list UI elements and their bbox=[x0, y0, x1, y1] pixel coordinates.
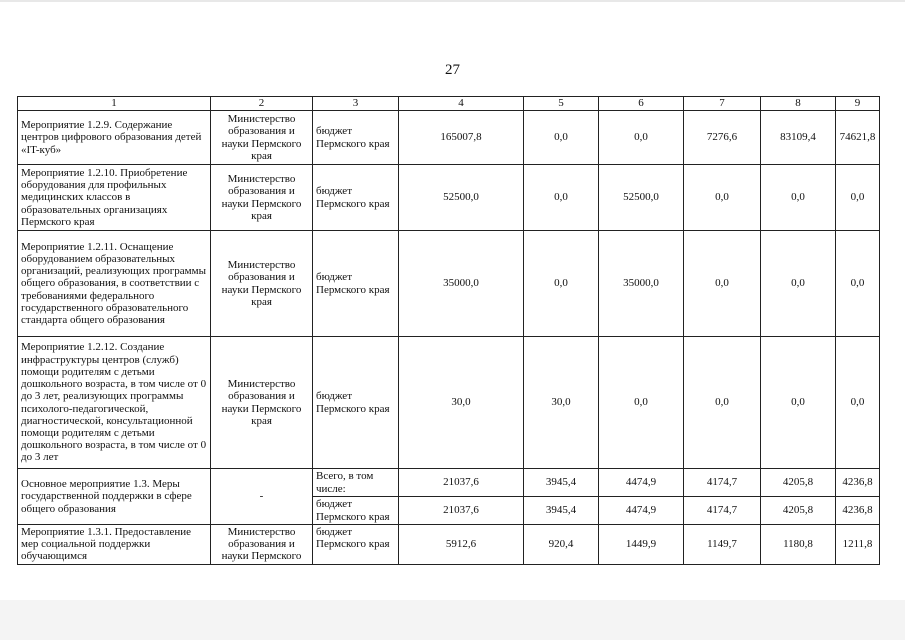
value-cell: 74621,8 bbox=[836, 111, 880, 165]
budget-value-cell: 4205,8 bbox=[761, 497, 836, 525]
executor: Министерство образования и науки Пермского края bbox=[211, 231, 313, 337]
page-number: 27 bbox=[445, 62, 460, 78]
column-header: 4 bbox=[399, 97, 524, 111]
value-cell: 0,0 bbox=[524, 165, 599, 231]
total-value-cell: 4174,7 bbox=[684, 469, 761, 497]
total-value-cell: 4236,8 bbox=[836, 469, 880, 497]
value-cell: 0,0 bbox=[761, 231, 836, 337]
value-cell: 83109,4 bbox=[761, 111, 836, 165]
value-cell: 0,0 bbox=[836, 337, 880, 469]
funding-source: бюджет Пермского края bbox=[313, 525, 399, 565]
column-header: 3 bbox=[313, 97, 399, 111]
value-cell: 0,0 bbox=[761, 165, 836, 231]
column-header: 1 bbox=[18, 97, 211, 111]
value-cell: 0,0 bbox=[836, 231, 880, 337]
value-cell: 0,0 bbox=[599, 337, 684, 469]
event-name: Мероприятие 1.2.10. Приобретение оборудования для профильных медицинских классов в образовательных организациях Пермского края bbox=[18, 165, 211, 231]
value-cell: 1449,9 bbox=[599, 525, 684, 565]
total-value-cell: 3945,4 bbox=[524, 469, 599, 497]
funding-source: бюджет Пермского края bbox=[313, 337, 399, 469]
event-name: Мероприятие 1.2.9. Содержание центров цифрового образования детей «IT-куб» bbox=[18, 111, 211, 165]
table-row bbox=[18, 165, 880, 231]
main-event-name: Основное мероприятие 1.3. Меры государственной поддержки в сфере общего образования bbox=[18, 469, 211, 525]
value-cell: 0,0 bbox=[684, 337, 761, 469]
funding-source: бюджет Пермского края bbox=[313, 165, 399, 231]
value-cell: 920,4 bbox=[524, 525, 599, 565]
budget-value-cell: 4236,8 bbox=[836, 497, 880, 525]
header-row bbox=[18, 97, 880, 111]
value-cell: 5912,6 bbox=[399, 525, 524, 565]
executor: Министерство образования и науки Пермского края bbox=[211, 111, 313, 165]
executor: Министерство образования и науки Пермского края bbox=[211, 337, 313, 469]
column-header: 6 bbox=[599, 97, 684, 111]
value-cell: 0,0 bbox=[524, 231, 599, 337]
value-cell: 7276,6 bbox=[684, 111, 761, 165]
funding-source: бюджет Пермского края bbox=[313, 231, 399, 337]
column-header: 8 bbox=[761, 97, 836, 111]
total-label: Всего, в том числе: bbox=[313, 469, 399, 497]
value-cell: 30,0 bbox=[399, 337, 524, 469]
value-cell: 30,0 bbox=[524, 337, 599, 469]
scan-bottom-area bbox=[0, 600, 905, 640]
table-row bbox=[18, 337, 880, 469]
executor: Министерство образования и науки Пермского края bbox=[211, 165, 313, 231]
column-header: 2 bbox=[211, 97, 313, 111]
value-cell: 0,0 bbox=[836, 165, 880, 231]
total-value-cell: 4205,8 bbox=[761, 469, 836, 497]
column-header: 7 bbox=[684, 97, 761, 111]
event-name: Мероприятие 1.2.12. Создание инфраструктуры центров (служб) помощи родителям с детьми дошкольного возраста, в том числе от 0 до 3 лет, реализующих программы психолого-педагогической, диагностической, консультационной помощи родителям с детьми дошкольного возраста, в том числе от 0 до 3 лет bbox=[18, 337, 211, 469]
funding-source: бюджет Пермского края bbox=[313, 111, 399, 165]
event-name: Мероприятие 1.3.1. Предоставление мер социальной поддержки обучающимся bbox=[18, 525, 211, 565]
value-cell: 1211,8 bbox=[836, 525, 880, 565]
value-cell: 0,0 bbox=[684, 165, 761, 231]
event-name: Мероприятие 1.2.11. Оснащение оборудованием образовательных организаций, реализующих программы общего образования, в соответствии с требованиями федерального государственного образовательного стандарта общего образования bbox=[18, 231, 211, 337]
value-cell: 35000,0 bbox=[599, 231, 684, 337]
budget-value-cell: 4174,7 bbox=[684, 497, 761, 525]
value-cell: 1149,7 bbox=[684, 525, 761, 565]
budget-value-cell: 3945,4 bbox=[524, 497, 599, 525]
budget-label: бюджет Пермского края bbox=[313, 497, 399, 525]
column-header: 9 bbox=[836, 97, 880, 111]
value-cell: 52500,0 bbox=[599, 165, 684, 231]
value-cell: 35000,0 bbox=[399, 231, 524, 337]
budget-value-cell: 21037,6 bbox=[399, 497, 524, 525]
table-row bbox=[18, 525, 880, 565]
value-cell: 1180,8 bbox=[761, 525, 836, 565]
value-cell: 0,0 bbox=[524, 111, 599, 165]
budget-value-cell: 4474,9 bbox=[599, 497, 684, 525]
budget-table bbox=[17, 96, 880, 565]
total-value-cell: 21037,6 bbox=[399, 469, 524, 497]
value-cell: 0,0 bbox=[684, 231, 761, 337]
value-cell: 52500,0 bbox=[399, 165, 524, 231]
value-cell: 0,0 bbox=[599, 111, 684, 165]
main-event-executor: - bbox=[211, 469, 313, 525]
executor: Министерство образования и науки Пермского bbox=[211, 525, 313, 565]
scan-top-edge bbox=[0, 0, 905, 2]
column-header: 5 bbox=[524, 97, 599, 111]
table-row-main-total bbox=[18, 469, 880, 497]
value-cell: 0,0 bbox=[761, 337, 836, 469]
table-row bbox=[18, 111, 880, 165]
total-value-cell: 4474,9 bbox=[599, 469, 684, 497]
table-row bbox=[18, 231, 880, 337]
value-cell: 165007,8 bbox=[399, 111, 524, 165]
